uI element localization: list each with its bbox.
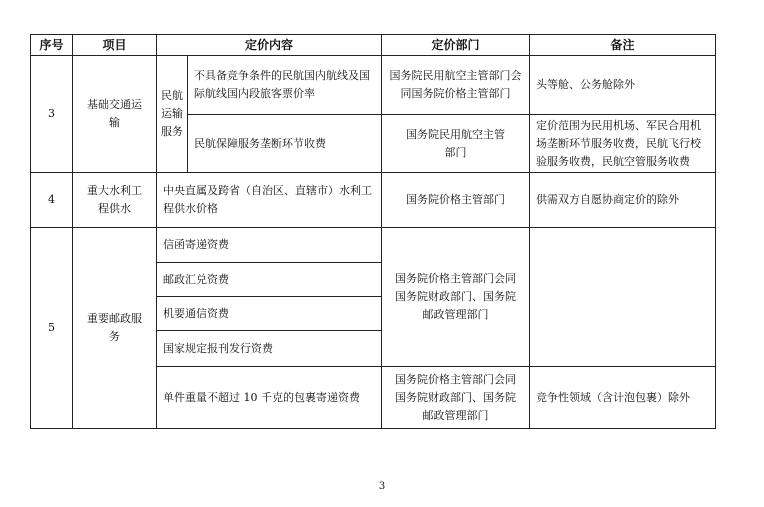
- row-item: 重要邮政服务: [73, 228, 157, 429]
- header-item: 项目: [73, 35, 157, 56]
- header-seq: 序号: [31, 35, 73, 56]
- row-remarks: 头等舱、公务舱除外: [530, 56, 716, 115]
- table-row: [31, 173, 716, 228]
- table-row: [31, 56, 716, 115]
- row-subcategory: 民航运输服务: [157, 56, 188, 173]
- page-number: 3: [378, 481, 386, 492]
- row-remarks: 竞争性领域（含计泡包裹）除外: [530, 367, 716, 429]
- header-remarks: 备注: [530, 35, 716, 56]
- row-content: 单件重量不超过 10 千克的包裹寄递资费: [157, 367, 382, 429]
- postal-item: 机要通信资费: [157, 297, 382, 331]
- row-remarks: 供需双方自愿协商定价的除外: [530, 173, 716, 228]
- row-item: 重大水利工程供水: [73, 173, 157, 228]
- postal-item: 邮政汇兑资费: [157, 263, 382, 297]
- row-remarks: [530, 228, 716, 367]
- row-content: 民航保障服务垄断环节收费: [188, 115, 382, 173]
- row-department: 国务院民用航空主管部门: [382, 115, 530, 173]
- row-seq: 3: [31, 56, 73, 173]
- table-row: [31, 228, 716, 263]
- row-seq: 4: [31, 173, 73, 228]
- row-department: 国务院价格主管部门会同国务院财政部门、国务院邮政管理部门: [382, 228, 530, 367]
- row-content: 不具备竞争条件的民航国内航线及国际航线国内段旅客票价率: [188, 56, 382, 115]
- table-header-row: [31, 35, 716, 56]
- postal-item: 国家规定报刊发行资费: [157, 331, 382, 367]
- row-department: 国务院价格主管部门会同国务院财政部门、国务院邮政管理部门: [382, 367, 530, 429]
- pricing-table: [30, 34, 716, 429]
- row-department: 国务院民用航空主管部门会同国务院价格主管部门: [382, 56, 530, 115]
- row-department: 国务院价格主管部门: [382, 173, 530, 228]
- row-item: 基础交通运输: [73, 56, 157, 173]
- header-department: 定价部门: [382, 35, 530, 56]
- row-content: 中央直属及跨省（自治区、直辖市）水利工程供水价格: [157, 173, 382, 228]
- row-seq: 5: [31, 228, 73, 429]
- row-remarks: 定价范围为民用机场、军民合用机场垄断环节服务收费，民航飞行校验服务收费，民航空管服务收费: [530, 115, 716, 173]
- header-content: 定价内容: [157, 35, 382, 56]
- postal-item: 信函寄递资费: [157, 228, 382, 263]
